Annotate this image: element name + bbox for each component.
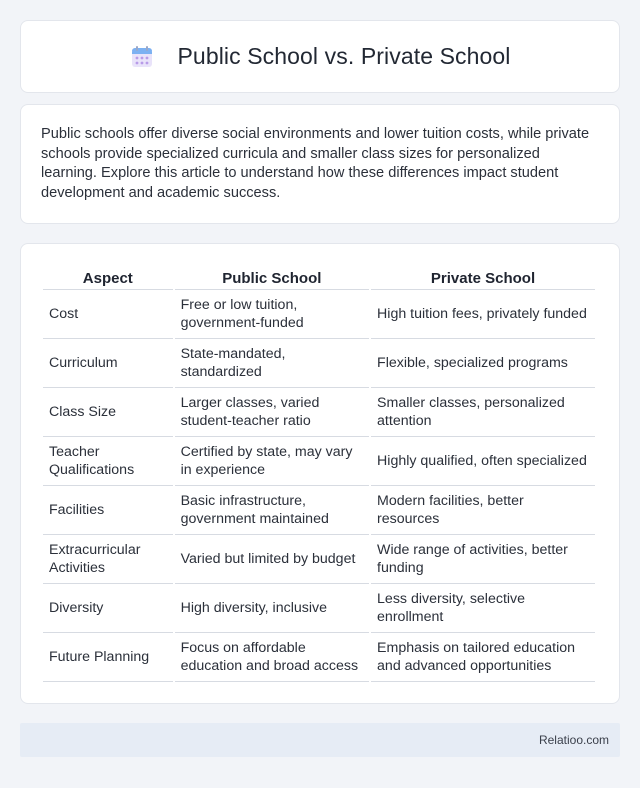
public-cell: Focus on affordable education and broad access <box>175 633 369 682</box>
table-header-row <box>43 264 595 290</box>
public-cell: Certified by state, may vary in experience <box>175 437 369 486</box>
aspect-cell: Teacher Qualifications <box>43 437 173 486</box>
private-cell: Highly qualified, often specialized <box>371 437 595 486</box>
aspect-cell: Curriculum <box>43 339 173 388</box>
public-cell: High diversity, inclusive <box>175 584 369 633</box>
private-cell: Flexible, specialized programs <box>371 339 595 388</box>
table-row <box>43 388 595 437</box>
private-cell: Emphasis on tailored education and advanced opportunities <box>371 633 595 682</box>
private-cell: Smaller classes, personalized attention <box>371 388 595 437</box>
private-cell: Modern facilities, better resources <box>371 486 595 535</box>
table-row <box>43 437 595 486</box>
public-cell: Larger classes, varied student-teacher ratio <box>175 388 369 437</box>
column-header-private: Private School <box>371 264 595 290</box>
table-row <box>43 339 595 388</box>
public-cell: Varied but limited by budget <box>175 535 369 584</box>
public-cell: State-mandated, standardized <box>175 339 369 388</box>
table-row <box>43 633 595 682</box>
table-row <box>43 290 595 339</box>
table-row <box>43 584 595 633</box>
private-cell: Less diversity, selective enrollment <box>371 584 595 633</box>
aspect-cell: Extracurricular Activities <box>43 535 173 584</box>
aspect-cell: Class Size <box>43 388 173 437</box>
aspect-cell: Facilities <box>43 486 173 535</box>
comparison-card <box>20 243 620 704</box>
table-row <box>43 535 595 584</box>
public-cell: Basic infrastructure, government maintained <box>175 486 369 535</box>
public-cell: Free or low tuition, government-funded <box>175 290 369 339</box>
page-title: Public School vs. Private School <box>177 43 511 69</box>
private-cell: High tuition fees, privately funded <box>371 290 595 339</box>
column-header-aspect: Aspect <box>43 264 173 290</box>
footer-bar <box>20 723 620 757</box>
column-header-public: Public School <box>175 264 369 290</box>
aspect-cell: Cost <box>43 290 173 339</box>
intro-card <box>20 104 620 224</box>
title-card <box>20 20 620 93</box>
calendar-icon <box>129 44 155 70</box>
private-cell: Wide range of activities, better funding <box>371 535 595 584</box>
footer-site-link[interactable]: Relatioo.com <box>538 733 609 747</box>
aspect-cell: Diversity <box>43 584 173 633</box>
aspect-cell: Future Planning <box>43 633 173 682</box>
intro-paragraph: Public schools offer diverse social environments and lower tuition costs, while private schools provide specialized curricula and smaller class sizes for personalized learning. Explore this article to understand how these differences impact student development and academic success. <box>41 126 590 201</box>
comparison-table <box>41 264 597 682</box>
table-row <box>43 486 595 535</box>
